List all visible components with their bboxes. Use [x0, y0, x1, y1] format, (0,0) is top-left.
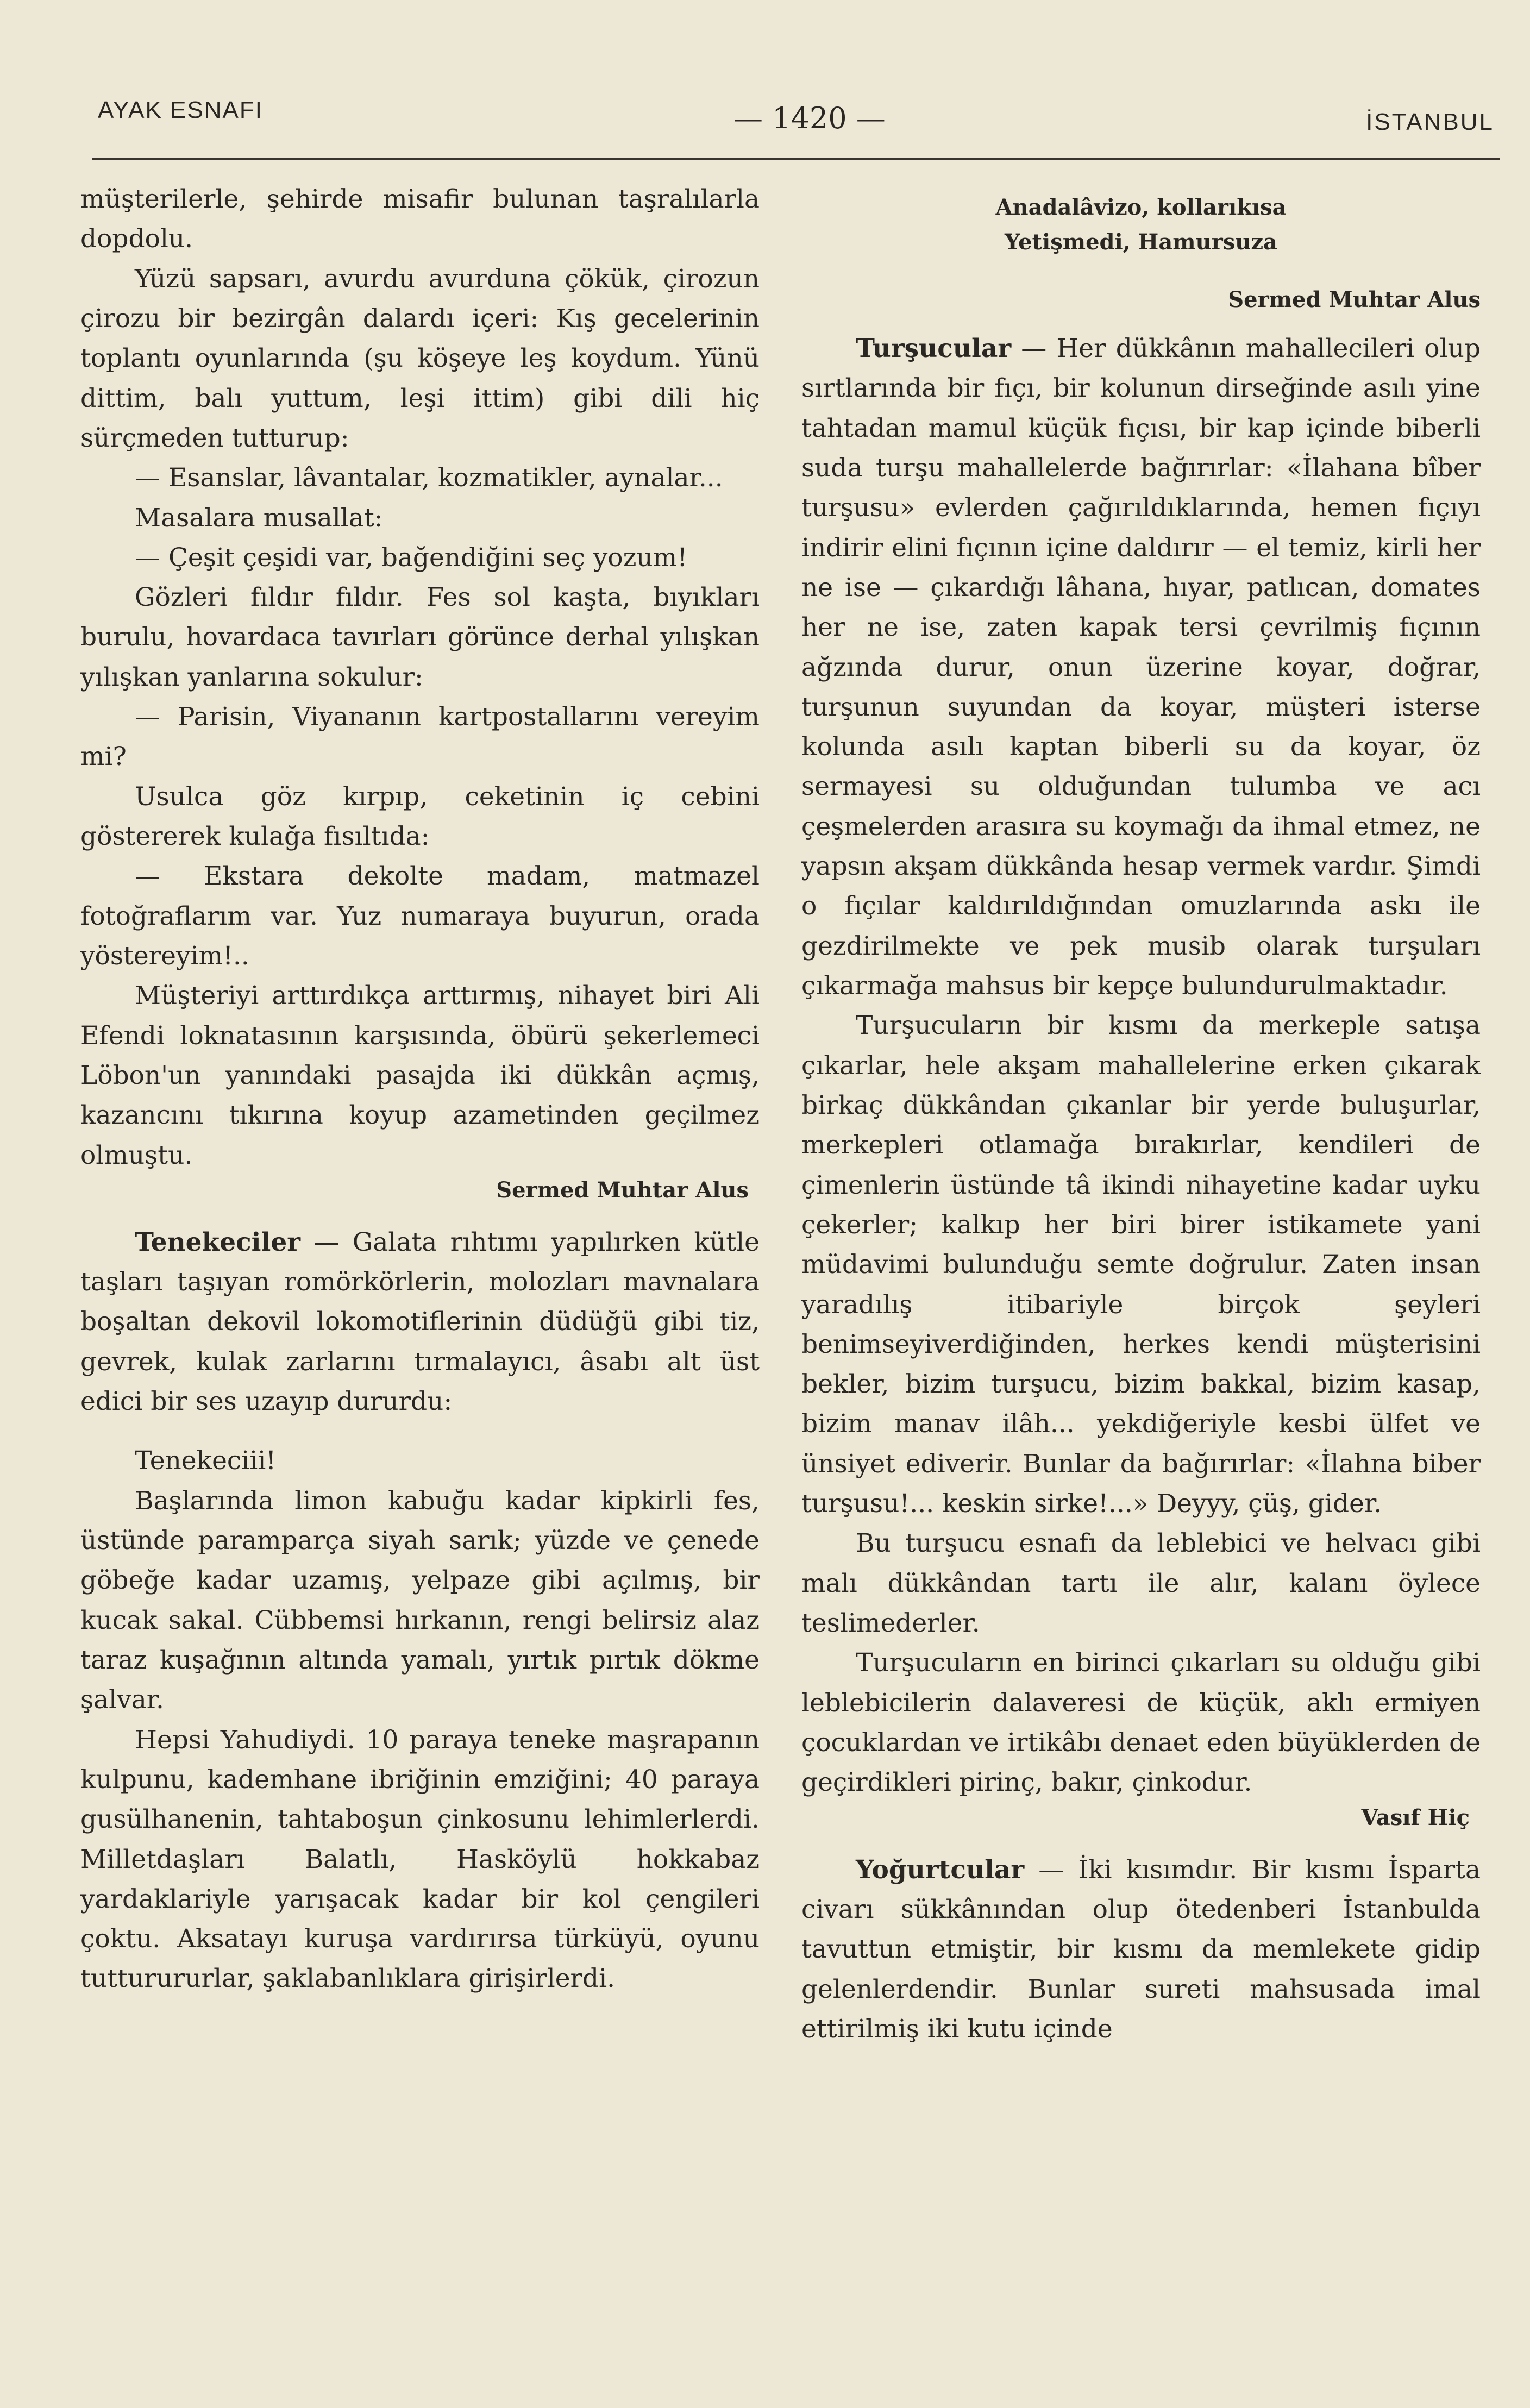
paragraph: Gözleri fıldır fıldır. Fes sol kaşta, bıyıkları burulu, hovardaca tavırları görünce derhal yılışkan yılışkan yanlarına sokulur:: [80, 582, 760, 692]
paragraph: Başlarında limon kabuğu kadar kipkirli fes, üstünde paramparça siyah sarık; yüzde ve çenede göbeğe kadar uzamış, yelpaze gibi açılmış, bir kucak sakal. Cübbemsi hırkanın, rengi belirsiz alaz taraz kuşağının altında yamalı, yırtık pırtık dökme şalvar.: [80, 1485, 760, 1715]
author-signature: Vasıf Hiç: [1361, 1804, 1470, 1830]
dialogue-line: — Parisin, Viyananın kartpostallarını vereyim mi?: [80, 702, 760, 772]
dialogue-line: — Çeşit çeşidi var, bağendiğini seç yozum!: [135, 542, 688, 573]
running-head-section: AYAK ESNAFI: [98, 97, 264, 123]
paragraph: Bu turşucu esnafı da leblebici ve helvacı gibi malı dükkândan tartı ile alır, kalanı öylece teslimederler.: [801, 1528, 1481, 1638]
dialogue-line: — Esanslar, lâvantalar, kozmatikler, aynalar...: [135, 463, 723, 493]
entry-heading: Tenekeciler: [135, 1227, 301, 1257]
entry-heading: Turşucular: [856, 334, 1012, 363]
dialogue-line: — Ekstara dekolte madam, matmazel fotoğraflarım var. Yuz numaraya buyurun, orada yöstereyim!..: [80, 861, 760, 971]
paragraph: Usulca göz kırpıp, ceketinin iç cebini göstererek kulağa fısıltıda:: [80, 781, 760, 851]
author-signature: Sermed Muhtar Alus: [496, 1177, 749, 1203]
entry-paragraph: [801, 329, 1481, 1006]
verse-line: Yetişmedi, Hamursuza: [1005, 229, 1277, 255]
running-head-title: İSTANBUL: [1366, 109, 1494, 135]
paragraph: Müşteriyi arttırdıkça arttırmış, nihayet biri Ali Efendi loknatasının karşısında, öbürü şekerlemeci Löbon'un yanındaki pasajda iki dükkân açmış, kazancını tıkırına koyup azametinden geçilmez olmuştu.: [80, 981, 760, 1170]
author-signature: Sermed Muhtar Alus: [1228, 287, 1481, 312]
page-number: — 1420 —: [733, 101, 886, 135]
paragraph: Turşucuların en birinci çıkarları su olduğu gibi leblebicilerin dalaveresi de küçük, aklı ermiyen çocuklardan ve irtikâbı denaet eden büyüklerden de geçirdikleri pirinç, bakır, çinkodur.: [801, 1648, 1481, 1798]
entry-paragraph: [80, 1222, 760, 1422]
paragraph: Yüzü sapsarı, avurdu avurduna çökük, çirozun çirozu bir bezirgân dalardı içeri: Kış gecelerinin toplantı oyunlarında (şu köşeye leş koydum. Yünü dittim, balı yuttum, leşi ittim) gibi dili hiç sürçmeden tutturup:: [80, 264, 760, 453]
page-header: [92, 87, 1500, 160]
entry-text: — İki kısımdır. Bir kısmı İsparta civarı sükkânından olup ötedenberi İstanbulda tavuttun etmiştir, bir kısmı da memlekete gidip gelenlerdendir. Bunlar sureti mahsusada imal ettirilmiş iki kutu içinde: [801, 1854, 1481, 2044]
entry-paragraph: [801, 1850, 1481, 2049]
paragraph: Masalara musallat:: [135, 503, 383, 533]
paragraph: Tenekeciii!: [135, 1446, 277, 1476]
paragraph: Turşucuların bir kısmı da merkeple satışa çıkarlar, hele akşam mahallelerine erken çıkarak birkaç dükkândan çıkanlar bir yerde buluşurlar, merkepleri otlamağa bırakırlar, kendileri de çimenlerin üstünde tâ ikindi nihayetine kadar uyku çekerler; kalkıp her biri birer istikamete yani müdavimi bulunduğu semte doğrulur. Zaten insan yaradılış itibariyle birçok şeyleri benimseyiverdiğinden, herkes kendi müşterisini bekler, bizim turşucu, bizim bakkal, bizim kasap, bizim manav ilâh... yekdiğeriyle kesbi ülfet ve ünsiyet ediverir. Bunlar da bağırırlar: «İlahna biber turşusu!... keskin sirke!...» Deyyy, çüş, gider.: [801, 1011, 1481, 1519]
entry-heading: Yoğurtcular: [856, 1854, 1025, 1885]
left-column: [80, 179, 760, 1999]
entry-text: — Her dükkânın mahallecileri olup sırtlarında bir fıçı, bir kolunun dirseğinde asılı yine tahtadan mamul küçük fıçısı, bir kap içinde biberli suda turşu mahallelerde bağırırlar: «İlahana bîber turşusu» evlerden çağırıldıklarında, hemen fıçıyı indirir elini fıçının içine daldırır — el temiz, kirli her ne ise — çıkardığı lâhana, hıyar, patlıcan, domates her ne ise, zaten kapak tersi çevrilmiş fıçının ağzında durur, onun üzerine koyar, doğrar, turşunun suyundan da koyar, müşteri isterse kolunda asılı kaptan biberli su da koyar, öz sermayesi su olduğundan tulumba ve acı çeşmelerden arasıra su koymağı da ihmal etmez, ne yapsın akşam dükkânda hesap vermek vardır. Şimdi o fıçılar kaldırıldığından omuzlarında askı ile gezdirilmekte ve pek musib olarak turşuları çıkarmağa mahsus bir kepçe bulundurulmaktadır.: [801, 334, 1481, 1001]
right-column: [801, 179, 1481, 2049]
paragraph: Hepsi Yahudiydi. 10 paraya teneke maşrapanın kulpunu, kademhane ibriğinin emziğini; 40 paraya gusülhanenin, tahtaboşun çinkosunu lehimlerlerdi. Milletdaşları Balatlı, Hasköylü hokkabaz yardaklariyle yarışacak kadar bir kol çengileri çoktu. Aksatayı kuruşa vardırırsa türküyü, oyunu tutturururlar, şaklabanlıklara girişirlerdi.: [80, 1725, 760, 1994]
verse-line: Anadalâvizo, kollarıkısa: [995, 195, 1287, 220]
paragraph: müşterilerle, şehirde misafir bulunan taşralılarla dopdolu.: [80, 184, 760, 254]
entry-text: — Galata rıhtımı yapılırken kütle taşları taşıyan romörkörlerin, molozları mavnalara boşaltan dekovil lokomotiflerinin düdüğü gibi tiz, gevrek, kulak zarlarını tırmalayıcı, âsabı alt üst edici bir ses uzayıp dururdu:: [80, 1227, 760, 1417]
